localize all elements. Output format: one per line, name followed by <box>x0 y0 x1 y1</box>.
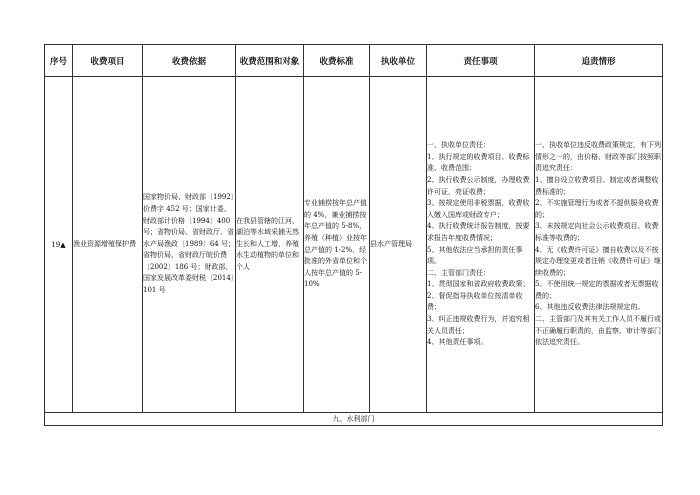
duty-line: 2、督促指导执收单位按清单收费； <box>427 291 523 312</box>
table-row <box>45 77 663 413</box>
row-item: 渔业资源增殖保护费 <box>73 77 143 413</box>
duty-line: 一、执收单位责任： <box>427 141 490 150</box>
duty-line: 5、其他依法应当承担的责任事项。 <box>427 245 523 266</box>
duty-line: 3、纠正违规收费行为，并追究相关人员责任； <box>427 315 530 335</box>
header-number: 序号 <box>45 45 73 77</box>
duty-line: 1、执行规定的收费项目、收费标准、收费范围； <box>427 152 530 173</box>
row-number: 19▲ <box>45 77 73 413</box>
row-standard: 专业捕捞按年总产值的 4%，兼业捕捞按年总产值的 5-8%，养殖（种植）业按年总产值的 1-2%，经批准的外省单位和个人按年总产值的 5-10% <box>304 77 370 413</box>
duty-line: 二、主管部门责任： <box>427 268 490 277</box>
accountability-line: 一、执收单位违反收费政策规定，有下列情形之一的，由价格、财政等部门按照职责追究责任： <box>535 141 661 173</box>
header-basis: 收费依据 <box>143 45 236 77</box>
header-standard: 收费标准 <box>304 45 370 77</box>
header-row <box>45 45 663 77</box>
accountability-line: 5、不使用统一规定的票据或者无票据收费的； <box>535 280 659 300</box>
duty-line: 1、贯彻国家和省政府收费政策； <box>427 280 530 289</box>
accountability-line: 4、无《收费许可证》擅自收费以及不按规定办理变更或者注销《收费许可证》继续收费的； <box>535 245 661 277</box>
header-item: 收费项目 <box>73 45 143 77</box>
header-scope: 收费范围和对象 <box>236 45 304 77</box>
section-title: 九、水利部门 <box>45 413 663 426</box>
fee-table <box>44 44 663 426</box>
header-duties: 责任事项 <box>427 45 535 77</box>
duty-line: 2、执行收费公示制度，办理收费许可证，亮证收费； <box>427 175 530 196</box>
section-row <box>45 413 663 426</box>
header-accountability: 追责情形 <box>535 45 663 77</box>
row-scope: 在我县管辖的江河、湖泊等水域采捕天然生长和人工增、养殖水生动植物的单位和个人 <box>236 77 304 413</box>
accountability-line: 2、不实施管理行为或者不提供服务收费的； <box>535 199 659 219</box>
accountability-line: 二、主管部门及其有关工作人员不履行或不正确履行职责的，由监察、审计等部门依法追究责任。 <box>535 315 661 347</box>
row-basis: 国家物价局、财政部〔1992〕价费字 452 号；国家计委、财政部计价格〔1994〕400 号；省物价局、省财政厅、省水产局渔政〔1989〕64 号；省物价局、省财政厅皖价费〔2002〕186 号；财政部、国家发展改革委财税〔2014〕101 号 <box>143 77 236 413</box>
row-accountability <box>535 77 663 413</box>
header-unit: 执收单位 <box>370 45 427 77</box>
duty-line: 4、执行收费统计报告制度，按要求报告年度收费情况； <box>427 222 530 242</box>
accountability-line: 1、擅自设立收费项目、制定或者调整收费标准的； <box>535 175 659 196</box>
row-unit: 县水产管理局 <box>370 77 427 413</box>
duty-line: 4、其他责任事项。 <box>427 338 488 347</box>
row-duties <box>427 77 535 413</box>
accountability-line: 6、其他违反收费法律法规规定的。 <box>535 303 645 312</box>
accountability-line: 3、未按规定向社会公示收费项目、收费标准等收费的； <box>535 222 659 242</box>
duty-line: 3、按规定使用非税票据，收费收入缴入国库或财政专户； <box>427 199 530 219</box>
